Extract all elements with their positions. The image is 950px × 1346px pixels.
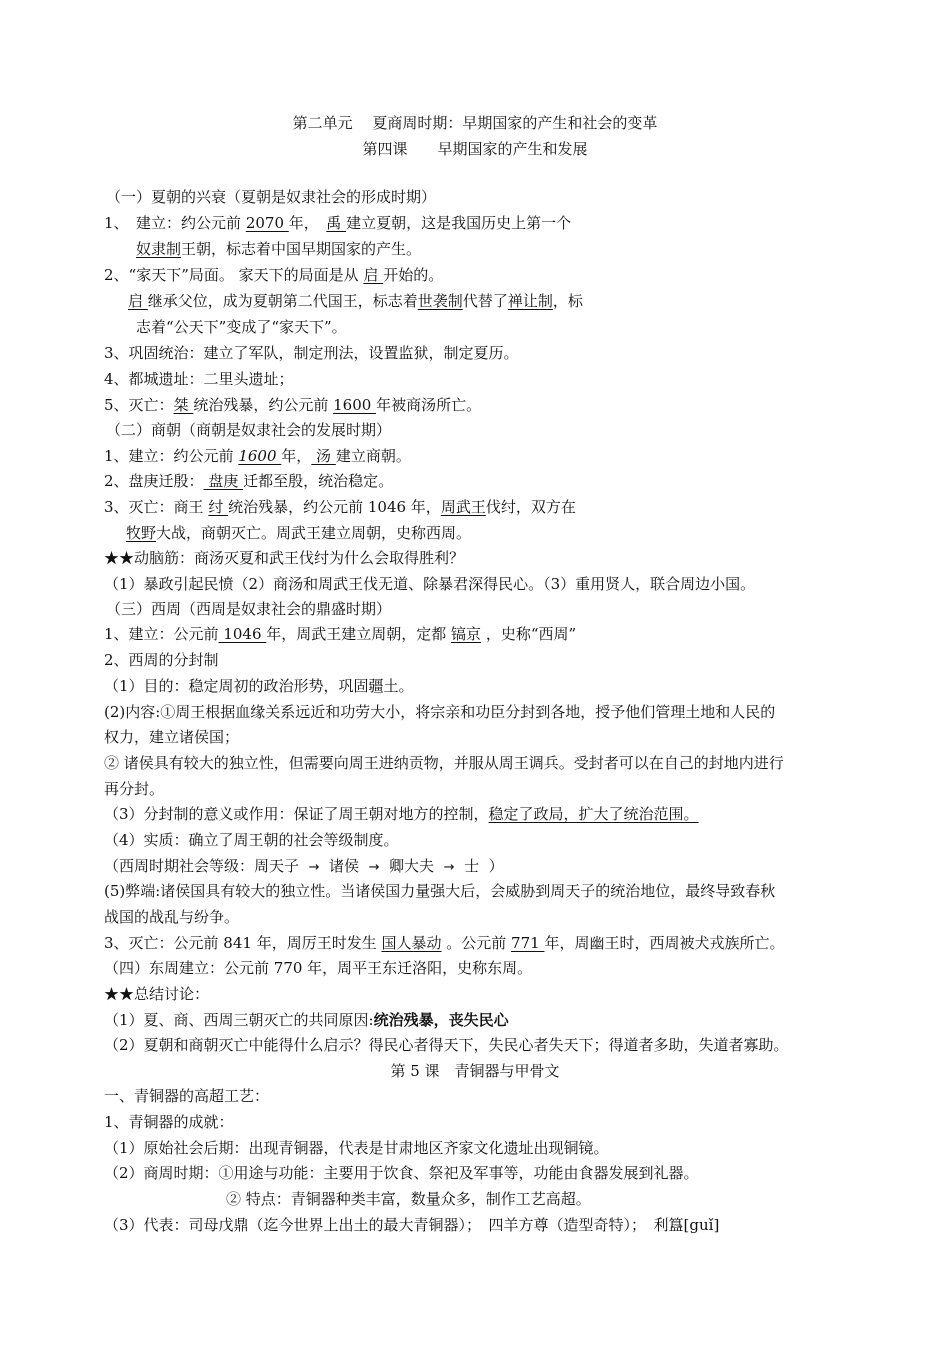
blank-uprising: 国人暴动 (381, 934, 442, 952)
blank-qi-2: 启 (128, 292, 148, 310)
blank-haojing: 镐京 (451, 625, 482, 643)
shang-item-3: 3、灭亡：商王 纣 统治残暴，约公元前 1046 年，周武王伐纣，双方在 (104, 498, 576, 516)
lesson4-title: 第四课 早期国家的产生和发展 (362, 140, 588, 158)
fengjian-essence: （4）实质：确立了周王朝的社会等级制度。 (104, 831, 399, 849)
arrow-icon: → (443, 860, 455, 875)
shang-item-1: 1、建立：约公元前 1600 年， 汤 建立商朝。 (104, 447, 411, 465)
bronze-representatives: （3）代表：司母戊鼎（迄今世界上出土的最大青铜器）； 四羊方尊（造型奇特）； 利簋[guǐ] (104, 1216, 720, 1234)
xia-item-5: 5、灭亡：桀 统治残暴，约公元前 1600 年被商汤所亡。 (104, 396, 482, 414)
blank-hereditary: 世袭制 (417, 292, 463, 310)
shang-item-3-cont: 牧野大战，商朝灭亡。周武王建立周朝，史称西周。 (126, 524, 472, 542)
xia-item-2-cont: 志着“公天下”变成了“家天下”。 (136, 318, 347, 336)
rank-minister: 卿大夫 (389, 857, 435, 875)
fengjian-content-cont: 权力，建立诸侯国； (104, 728, 240, 746)
blank-2070: 2070 (245, 214, 289, 232)
blank-king-wu: 周武王 (440, 498, 486, 516)
fengjian-content-2: ② 诸侯具有较大的独立性，但需要向周王进纳贡物，并服从周王调兵。受封者可以在自己的封地内进行 (104, 754, 784, 772)
blank-significance: 稳定了政局，扩大了统治范围。 (488, 805, 699, 823)
xia-item-1-cont: 奴隶制王朝，标志着中国早期国家的产生。 (136, 240, 422, 258)
summary-heading: ★★总结讨论： (104, 985, 210, 1003)
bronze-features: ② 特点：青铜器种类丰富，数量众多，制作工艺高超。 (226, 1190, 591, 1208)
xia-item-1: 1、 建立：约公元前 2070 年， 禹 建立夏朝，这是我国历史上第一个 (104, 214, 572, 232)
west-zhou-heading: （三）西周（西周是奴隶社会的鼎盛时期） (106, 600, 392, 618)
lesson5-title: 第 5 课 青铜器与甲骨文 (390, 1062, 560, 1080)
blank-abdication: 禅让制 (507, 292, 553, 310)
think-answer: （1）暴政引起民愤（2）商汤和周武王伐无道、除暴君深得民心。（3）重用贤人，联合周边小国。 (104, 575, 756, 593)
summary-q1: （1）夏、商、西周三朝灭亡的共同原因:统治残暴，丧失民心 (104, 1011, 509, 1029)
unit-title: 第二单元 夏商周时期：早期国家的产生和社会的变革 (292, 114, 658, 132)
shang-item-2: 2、盘庚迁殷： 盘庚 迁都至殷，统治稳定。 (104, 472, 394, 490)
blank-1600-shang: 1600 (238, 447, 282, 465)
blank-zhou-king: 纣 (208, 498, 229, 516)
blank-pangeng: 盘庚 (203, 472, 244, 490)
west-zhou-item-1: 1、建立：公元前 1046 年，周武王建立周朝，定都 镐京 ，史称“西周” (104, 625, 577, 643)
rank-son-of-heaven: 周天子 (254, 857, 300, 875)
xia-item-2-detail: 启 继承父位，成为夏朝第二代国王，标志着世袭制代替了禅让制，标 (128, 292, 583, 310)
xia-item-3: 3、巩固统治：建立了军队，制定刑法，设置监狱，制定夏历。 (104, 344, 519, 362)
rank-shi: 士 (464, 857, 480, 875)
blank-1600: 1600 (333, 396, 377, 414)
fengjian-content-2-cont: 再分封。 (104, 780, 165, 798)
summary-q2: （2）夏朝和商朝灭亡中能得什么启示？得民心者得天下，失民心者失天下；得道者多助，失道者寡助。 (104, 1036, 789, 1054)
blank-1046: 1046 (218, 625, 267, 643)
fengjian-purpose: （1）目的：稳定周初的政治形势，巩固疆土。 (104, 677, 414, 695)
east-zhou-line: （四）东周建立：公元前 770 年，周平王东迁洛阳，史称东周。 (104, 959, 533, 977)
fengjian-content: (2)内容:①周王根据血缘关系远近和功劳大小，将宗亲和功臣分封到各地，授予他们管理土地和人民的 (104, 703, 776, 721)
arrow-icon: → (368, 860, 380, 875)
xia-item-4: 4、都城遗址：二里头遗址； (104, 370, 294, 388)
blank-yu: 禹 (326, 214, 347, 232)
arrow-icon: → (308, 860, 320, 875)
west-zhou-item-2: 2、西周的分封制 (104, 651, 219, 669)
blank-jie: 桀 (173, 396, 194, 414)
fengjian-drawback-cont: 战国的战乱与纷争。 (104, 908, 240, 926)
blank-771: 771 (511, 934, 545, 952)
social-ranks: （西周时期社会等级：周天子 → 诸侯 → 卿大夫 → 士 ） (104, 857, 504, 875)
fengjian-drawback: (5)弊端:诸侯国具有较大的独立性。当诸侯国力量强大后，会威胁到周天子的统治地位，最终导致春秋 (104, 882, 776, 900)
west-zhou-item-3: 3、灭亡：公元前 841 年，周厉王时发生 国人暴动 。公元前 771 年，周幽王时，西周被犬戎族所亡。 (104, 934, 785, 952)
fengjian-significance: （3）分封制的意义或作用：保证了周王朝对地方的控制，稳定了政局，扩大了统治范围。 (104, 805, 699, 823)
xia-item-2: 2、“家天下”局面。 家天下的局面是从 启 开始的。 (104, 266, 444, 284)
lesson5-heading-2: 1、青铜器的成就： (104, 1113, 234, 1131)
summary-q1-answer: 统治残暴，丧失民心 (373, 1011, 509, 1029)
blank-qi: 启 (363, 266, 384, 284)
blank-muye: 牧野 (126, 524, 157, 542)
blank-slavery: 奴隶制 (136, 240, 182, 258)
think-question: ★★动脑筋：商汤灭夏和武王伐纣为什么会取得胜利？ (104, 549, 465, 567)
lesson5-heading-1: 一、青铜器的高超工艺： (104, 1087, 270, 1105)
shang-heading: （二）商朝（商朝是奴隶社会的发展时期） (106, 421, 392, 439)
rank-vassal: 诸侯 (329, 857, 360, 875)
bronze-primitive: （1）原始社会后期：出现青铜器，代表是甘肃地区齐家文化遗址出现铜镜。 (104, 1139, 609, 1157)
bronze-shang-zhou: （2）商周时期：①用途与功能：主要用于饮食、祭祀及军事等，功能由食器发展到礼器。 (104, 1164, 699, 1182)
xia-heading: （一）夏朝的兴衰（夏朝是奴隶社会的形成时期） (106, 188, 437, 206)
blank-tang: 汤 (311, 447, 336, 465)
